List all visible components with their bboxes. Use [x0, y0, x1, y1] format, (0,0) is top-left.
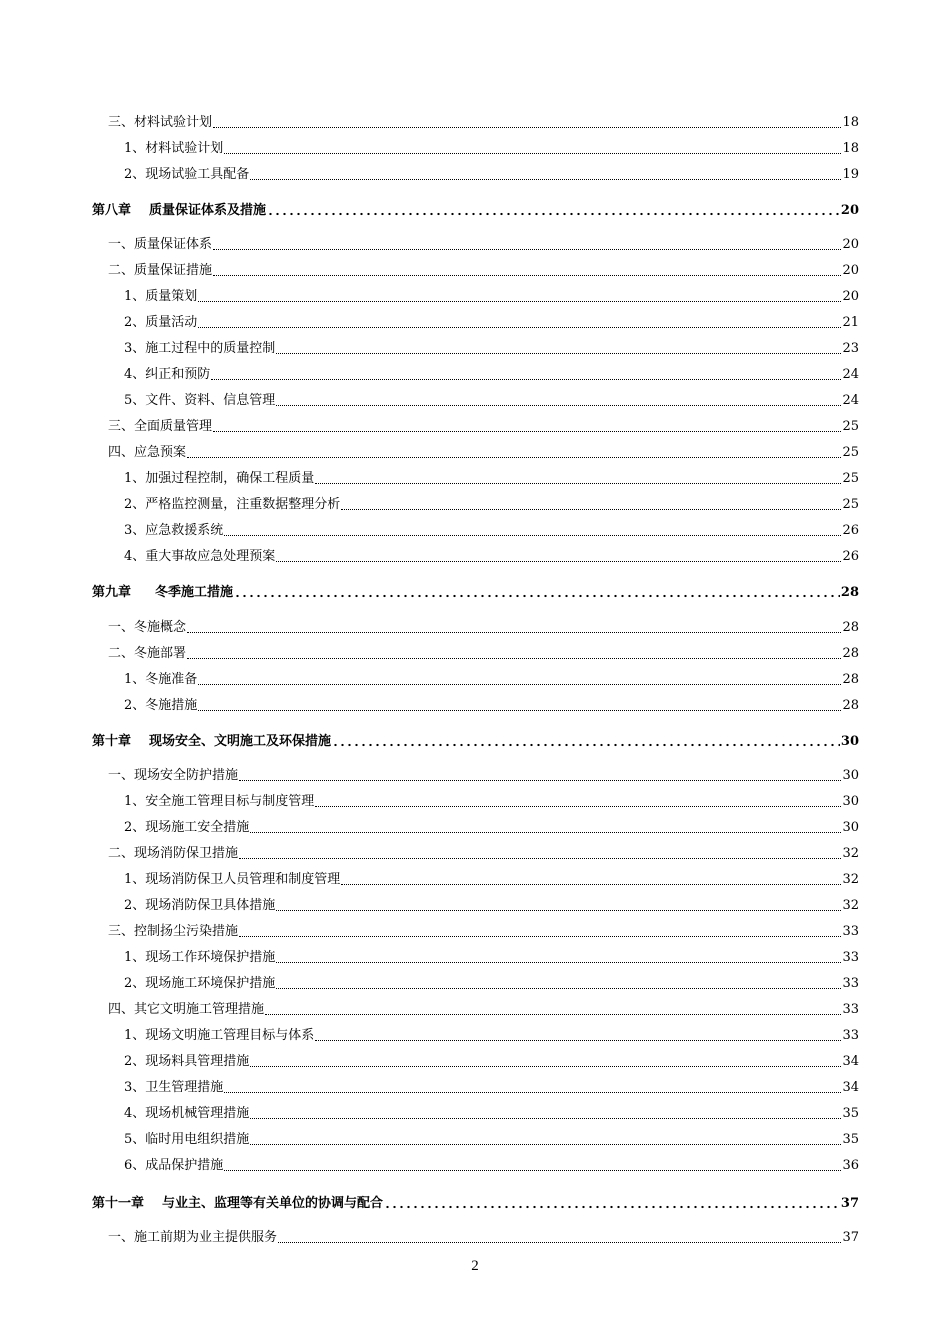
- toc-page-number: 28: [842, 646, 859, 661]
- toc-entry-label: 2、严格监控测量，注重数据整理分析: [124, 497, 341, 512]
- toc-page-number: 30: [842, 820, 859, 835]
- toc-entry[interactable]: [124, 341, 859, 357]
- toc-entry[interactable]: [124, 794, 859, 810]
- dot-leader: [224, 152, 841, 154]
- chapter-title: 质量保证体系及措施: [149, 203, 267, 218]
- toc-page-number: 34: [842, 1080, 859, 1095]
- toc-entry-label: 2、现场施工环境保护措施: [124, 976, 276, 991]
- chapter-title: 现场安全、文明施工及环保措施: [149, 734, 332, 749]
- dot-leader: [315, 805, 841, 807]
- toc-entry[interactable]: [108, 924, 859, 940]
- dot-leader: [278, 1241, 841, 1243]
- toc-chapter-entry[interactable]: [92, 1196, 859, 1212]
- toc-page-number: 26: [842, 549, 859, 564]
- dot-leader: [276, 987, 841, 989]
- toc-page-number: 23: [842, 341, 859, 356]
- toc-entry-label: 三、材料试验计划: [108, 115, 213, 130]
- toc-entry-label: 3、卫生管理措施: [124, 1080, 224, 1095]
- toc-page-number: 33: [842, 950, 859, 965]
- chapter-number: 第十一章: [92, 1196, 145, 1211]
- dot-leader: [198, 300, 841, 302]
- dot-leader: [213, 248, 841, 250]
- toc-entry[interactable]: [108, 1002, 859, 1018]
- dot-leader: [187, 456, 841, 458]
- chapter-number: 第九章: [92, 585, 132, 600]
- page-number: 2: [471, 1258, 479, 1274]
- toc-entry[interactable]: [108, 620, 859, 636]
- toc-page-number: 32: [842, 846, 859, 861]
- toc-page-number: 18: [842, 141, 859, 156]
- toc-entry-label: 2、冬施措施: [124, 698, 198, 713]
- toc-page-number: 20: [842, 237, 859, 252]
- dot-leader: [187, 657, 841, 659]
- toc-page-number: 30: [842, 794, 859, 809]
- dot-leader: [239, 935, 841, 937]
- toc-entry-label: 1、现场消防保卫人员管理和制度管理: [124, 872, 341, 887]
- toc-entry-label: 1、现场文明施工管理目标与体系: [124, 1028, 315, 1043]
- toc-entry[interactable]: [108, 846, 859, 862]
- chapter-number: 第十章: [92, 734, 132, 749]
- toc-entry[interactable]: [124, 289, 859, 305]
- toc-page-number: 33: [842, 1028, 859, 1043]
- dot-leader: [276, 352, 841, 354]
- toc-entry-label: 一、现场安全防护措施: [108, 768, 239, 783]
- toc-entry-label: 2、现场施工安全措施: [124, 820, 250, 835]
- dot-leader: [198, 683, 841, 685]
- toc-page-number: 24: [842, 367, 859, 382]
- toc-page-number: 20: [842, 263, 859, 278]
- dot-leader: [213, 126, 841, 128]
- dot-leader: [250, 1065, 841, 1067]
- toc-entry-label: 四、应急预案: [108, 445, 187, 460]
- toc-entry[interactable]: [108, 646, 859, 662]
- dot-leader: [315, 482, 841, 484]
- toc-chapter-label: [92, 734, 331, 750]
- toc-page-number: 34: [842, 1054, 859, 1069]
- toc-page-number: 30: [840, 734, 859, 749]
- dot-leader: [250, 831, 841, 833]
- toc-entry[interactable]: [124, 698, 859, 714]
- toc-entry[interactable]: [108, 237, 859, 253]
- toc-entry[interactable]: [124, 141, 859, 157]
- toc-page-number: 35: [842, 1132, 859, 1147]
- chapter-title: 冬季施工措施: [155, 585, 234, 600]
- toc-page-number: 18: [842, 115, 859, 130]
- toc-page-number: 21: [842, 315, 859, 330]
- toc-page-number: 25: [842, 497, 859, 512]
- toc-chapter-entry[interactable]: [92, 585, 859, 601]
- dot-leader: [276, 560, 841, 562]
- dot-leader: [213, 430, 841, 432]
- toc-page-number: 26: [842, 523, 859, 538]
- toc-page-number: 32: [842, 898, 859, 913]
- toc-page-number: 33: [842, 1002, 859, 1017]
- toc-page-number: 28: [842, 620, 859, 635]
- dot-leader: [250, 1117, 841, 1119]
- toc-entry-label: 4、现场机械管理措施: [124, 1106, 250, 1121]
- toc-entry[interactable]: [124, 1054, 859, 1070]
- toc-page-number: 28: [842, 672, 859, 687]
- dot-leader: [315, 1039, 841, 1041]
- toc-page-number: 35: [842, 1106, 859, 1121]
- toc-page-number: 28: [840, 585, 859, 600]
- toc-entry-label: 一、质量保证体系: [108, 237, 213, 252]
- toc-page-number: 25: [842, 419, 859, 434]
- dot-leader: [276, 961, 841, 963]
- toc-entry[interactable]: [124, 367, 859, 383]
- toc-entry-label: 一、冬施概念: [108, 620, 187, 635]
- toc-chapter-entry[interactable]: [92, 734, 859, 750]
- toc-page-number: 30: [842, 768, 859, 783]
- dot-leader: [341, 883, 841, 885]
- toc-entry[interactable]: [124, 1080, 859, 1096]
- chapter-number: 第八章: [92, 203, 132, 218]
- toc-entry-label: 3、施工过程中的质量控制: [124, 341, 276, 356]
- toc-page-number: 37: [840, 1196, 859, 1211]
- toc-page-number: 33: [842, 924, 859, 939]
- toc-entry-label: 四、其它文明施工管理措施: [108, 1002, 265, 1017]
- toc-page-number: 36: [842, 1158, 859, 1173]
- dot-leader: [187, 631, 841, 633]
- toc-page-number: 20: [842, 289, 859, 304]
- toc-entry-label: 1、加强过程控制，确保工程质量: [124, 471, 315, 486]
- toc-entry[interactable]: [124, 497, 859, 513]
- toc-entry[interactable]: [124, 549, 859, 565]
- dot-leader: [332, 743, 840, 747]
- toc-entry-label: 5、临时用电组织措施: [124, 1132, 250, 1147]
- toc-entry[interactable]: [108, 263, 859, 279]
- dot-leader: [276, 404, 841, 406]
- toc-entry[interactable]: [124, 976, 859, 992]
- dot-leader: [198, 709, 841, 711]
- dot-leader: [267, 212, 840, 216]
- toc-entry-label: 二、质量保证措施: [108, 263, 213, 278]
- dot-leader: [341, 508, 841, 510]
- toc-entry-label: 2、现场消防保卫具体措施: [124, 898, 276, 913]
- toc-chapter-label: [92, 1196, 383, 1212]
- dot-leader: [239, 857, 841, 859]
- toc-page-number: 19: [842, 167, 859, 182]
- toc-chapter-label: [92, 585, 233, 601]
- dot-leader: [276, 909, 841, 911]
- toc-entry-label: 1、质量策划: [124, 289, 198, 304]
- toc-chapter-label: [92, 203, 266, 219]
- toc-entry[interactable]: [124, 523, 859, 539]
- toc-entry[interactable]: [108, 1230, 859, 1246]
- dot-leader: [384, 1205, 840, 1209]
- dot-leader: [250, 1143, 841, 1145]
- toc-entry-label: 二、冬施部署: [108, 646, 187, 661]
- toc-entry[interactable]: [124, 898, 859, 914]
- chapter-title: 与业主、监理等有关单位的协调与配合: [162, 1196, 384, 1211]
- toc-entry[interactable]: [108, 445, 859, 461]
- dot-leader: [234, 594, 840, 598]
- toc-page-number: 20: [840, 203, 859, 218]
- toc-page-number: 32: [842, 872, 859, 887]
- toc-entry-label: 2、现场试验工具配备: [124, 167, 250, 182]
- toc-entry-label: 1、安全施工管理目标与制度管理: [124, 794, 315, 809]
- toc-entry-label: 4、纠正和预防: [124, 367, 211, 382]
- toc-entry[interactable]: [124, 1158, 859, 1174]
- dot-leader: [239, 779, 841, 781]
- toc-page-number: 28: [842, 698, 859, 713]
- toc-entry-label: 5、文件、资料、信息管理: [124, 393, 276, 408]
- toc-entry[interactable]: [124, 393, 859, 409]
- dot-leader: [213, 274, 841, 276]
- toc-entry-label: 6、成品保护措施: [124, 1158, 224, 1173]
- toc-entry-label: 1、现场工作环境保护措施: [124, 950, 276, 965]
- toc-entry[interactable]: [124, 1106, 859, 1122]
- toc-entry[interactable]: [124, 950, 859, 966]
- toc-entry[interactable]: [108, 115, 859, 131]
- dot-leader: [224, 534, 841, 536]
- toc-page-number: 25: [842, 445, 859, 460]
- toc-page-number: 33: [842, 976, 859, 991]
- dot-leader: [211, 378, 841, 380]
- dot-leader: [224, 1091, 841, 1093]
- toc-entry[interactable]: [124, 315, 859, 331]
- dot-leader: [198, 326, 841, 328]
- toc-entry-label: 一、施工前期为业主提供服务: [108, 1230, 278, 1245]
- toc-entry-label: 三、控制扬尘污染措施: [108, 924, 239, 939]
- toc-entry-label: 二、现场消防保卫措施: [108, 846, 239, 861]
- toc-entry[interactable]: [124, 471, 859, 487]
- toc-entry[interactable]: [124, 1028, 859, 1044]
- dot-leader: [224, 1169, 841, 1171]
- toc-entry-label: 1、冬施准备: [124, 672, 198, 687]
- toc-entry[interactable]: [108, 768, 859, 784]
- toc-entry-label: 1、材料试验计划: [124, 141, 224, 156]
- toc-entry-label: 4、重大事故应急处理预案: [124, 549, 276, 564]
- toc-chapter-entry[interactable]: [92, 203, 859, 219]
- toc-entry[interactable]: [124, 1132, 859, 1148]
- toc-page-number: 25: [842, 471, 859, 486]
- dot-leader: [265, 1013, 841, 1015]
- toc-page-number: 24: [842, 393, 859, 408]
- toc-entry-label: 三、全面质量管理: [108, 419, 213, 434]
- toc-entry[interactable]: [124, 872, 859, 888]
- toc-entry-label: 2、现场料具管理措施: [124, 1054, 250, 1069]
- toc-entry-label: 3、应急救援系统: [124, 523, 224, 538]
- toc-entry[interactable]: [124, 167, 859, 183]
- toc-entry-label: 2、质量活动: [124, 315, 198, 330]
- dot-leader: [250, 178, 841, 180]
- toc-entry[interactable]: [124, 820, 859, 836]
- toc-entry[interactable]: [124, 672, 859, 688]
- toc-page-number: 37: [842, 1230, 859, 1245]
- toc-entry[interactable]: [108, 419, 859, 435]
